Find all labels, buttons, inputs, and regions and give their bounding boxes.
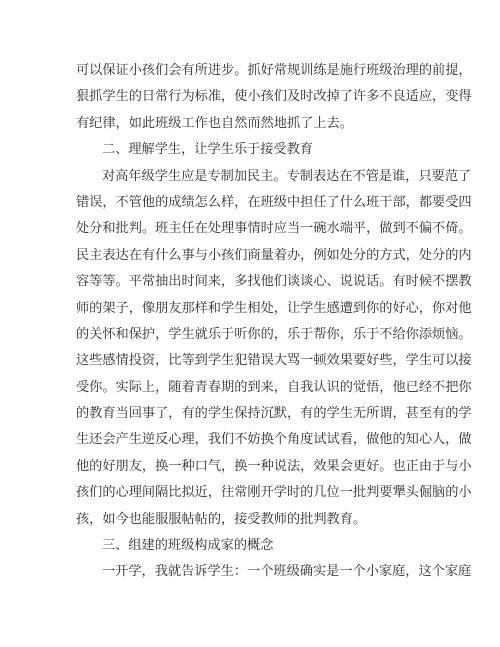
text-line: 对高年级学生应是专制加民主。专制表达在不管是谁，只要范了 [102,168,472,184]
paragraph-1 [76,58,472,137]
document-page [76,58,472,586]
text-line: 容等等。平常抽出时间来，多找他们谈谈心、说说话。有时候不摆教 [76,274,472,290]
section-heading-2: 二、理解学生，让学生乐于接受教育 [102,142,313,158]
text-line: 的教育当回事了，有的学生保持沉默，有的学生无所谓，甚至有的学 [76,406,472,422]
paragraph-3 [76,559,472,585]
text-line: 他的好朋友，换一种口气，换一种说法，效果会更好。也正由于与小 [76,458,472,474]
section-heading-3: 三、组建的班级构成家的概念 [102,538,274,554]
text-line: 受你。实际上，随着青春期的到来，自我认识的觉悟，他已经不把你 [76,379,472,395]
text-line: 一开学，我就告诉学生：一个班级确实是一个小家庭，这个家庭 [102,564,472,580]
text-line: 狠抓学生的日常行为标准，使小孩们及时改掉了许多不良适应，变得 [76,89,472,105]
text-line: 的关怀和保护，学生就乐于听你的，乐于帮你，乐于不给你添烦恼。 [76,326,472,342]
text-line: 有纪律，如此班级工作也自然而然地抓了上去。 [76,115,353,131]
text-line: 孩们的心理间隔比拟近，往常刚开学时的几位一批判要犟头倔脑的小 [76,485,472,501]
paragraph-2 [76,164,472,533]
text-line: 可以保证小孩们会有所进步。抓好常规训练是施行班级治理的前提， [76,63,472,78]
text-line: 孩，如今也能服服帖帖的，接受教师的批判教育。 [76,511,367,527]
text-line: 生还会产生逆反心理，我们不妨换个角度试试看，做他的知心人，做 [76,432,472,448]
text-line: 民主表达在有什么事与小孩们商量着办，例如处分的方式，处分的内 [76,247,472,263]
text-line: 错误，不管他的成绩怎么样，在班级中担任了什么班干部，都要受四 [76,194,472,210]
text-line: 这些感情投资，比等到学生犯错误大骂一顿效果要好些，学生可以接 [76,353,472,369]
text-line: 师的架子，像朋友那样和学生相处，让学生感遭到你的好心，你对他 [76,300,472,316]
text-line: 处分和批判。班主任在处理事情时应当一碗水端平，做到不偏不倚。 [76,221,472,237]
